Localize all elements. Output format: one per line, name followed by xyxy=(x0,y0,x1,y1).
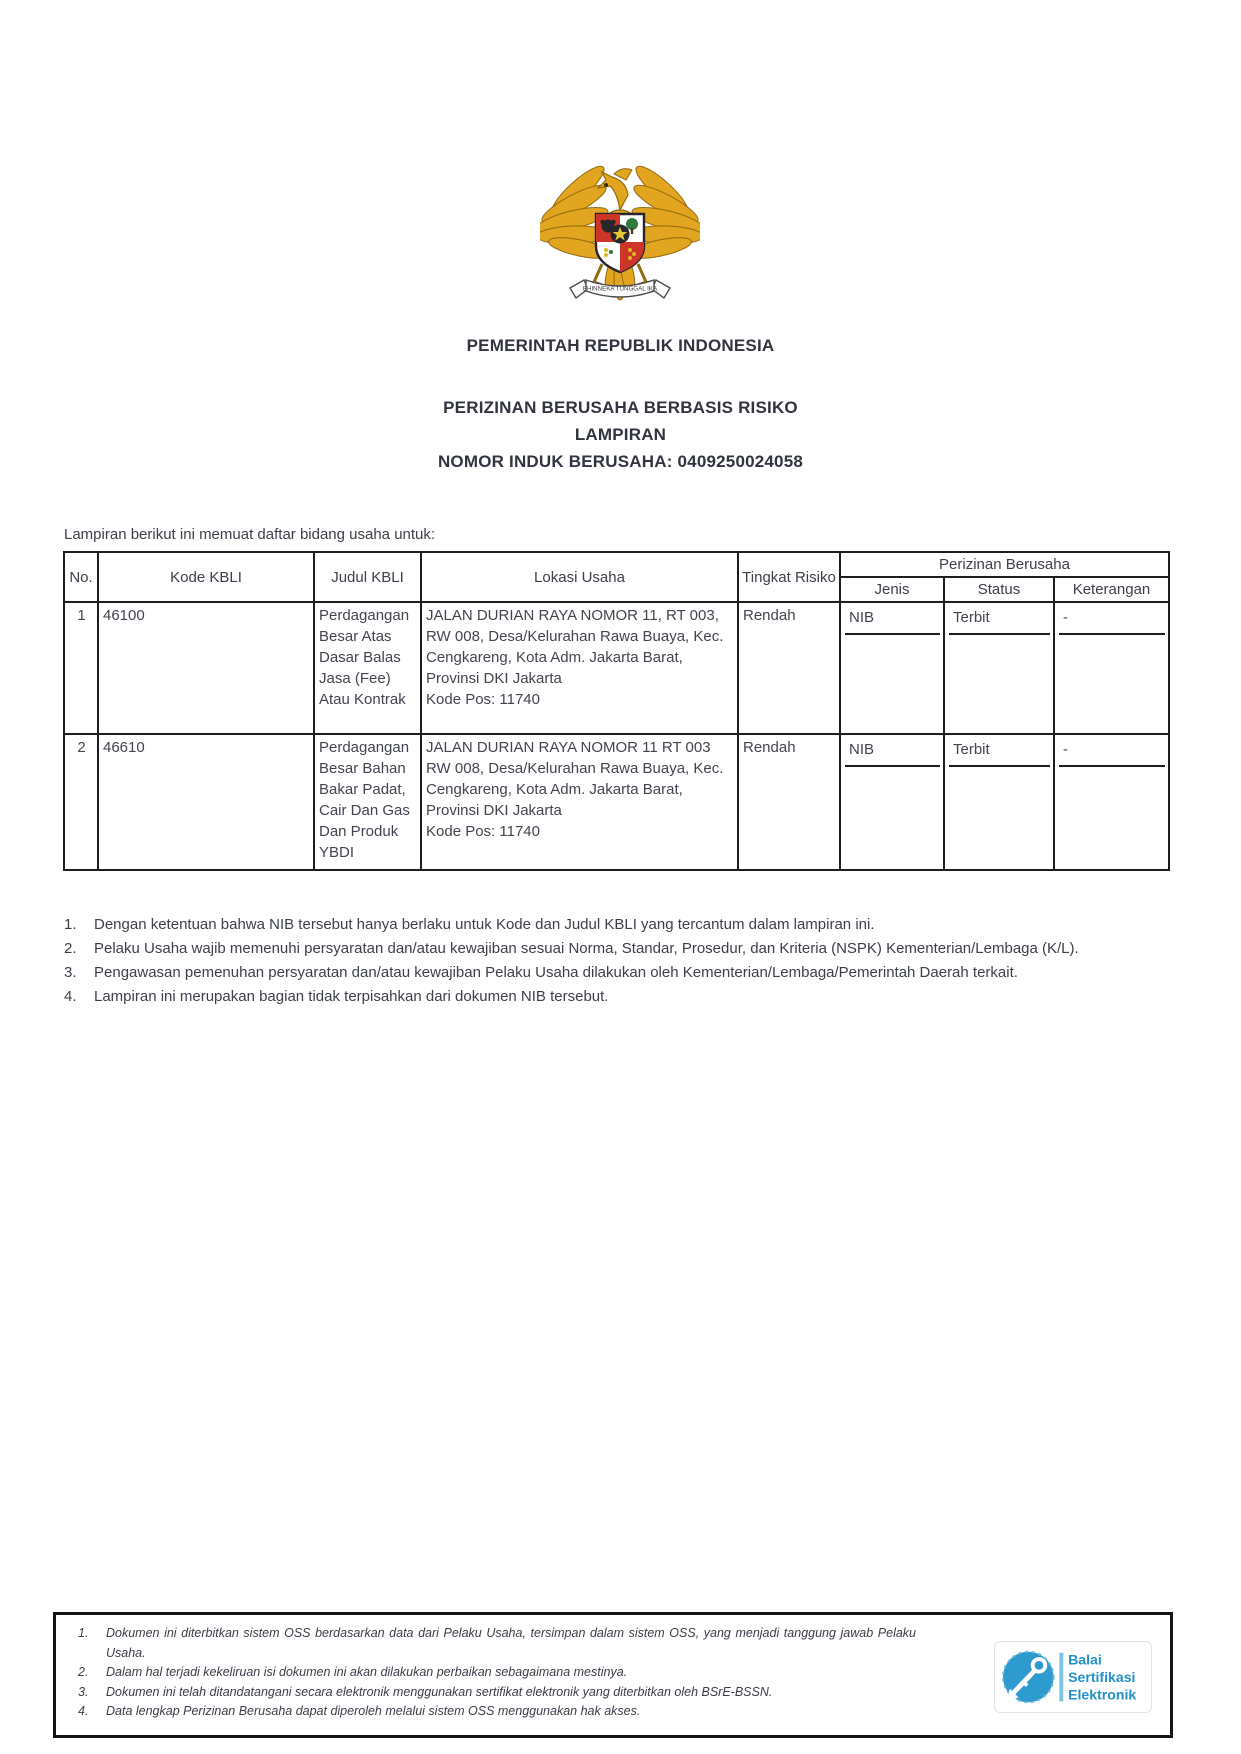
footer-disclaimer-box xyxy=(53,1612,1173,1738)
note-item xyxy=(64,913,1156,937)
footer-note-text: Dalam hal terjadi kekeliruan isi dokumen ini akan dilakukan perbaikan sebagaimana mestinya. xyxy=(106,1665,628,1679)
footer-note-item xyxy=(78,1702,916,1722)
note-item xyxy=(64,985,1156,1009)
cell-judul-kbli: Perdagangan Besar Bahan Bakar Padat, Cair Dan Gas Dan Produk YBDI xyxy=(314,734,421,870)
cell-lokasi-usaha xyxy=(421,734,738,870)
lokasi-address: JALAN DURIAN RAYA NOMOR 11 RT 003 RW 008, Desa/Kelurahan Rawa Buaya, Kec. Cengkareng, Kota Adm. Jakarta Barat, Provinsi DKI Jakarta xyxy=(426,739,724,819)
note-item xyxy=(64,937,1156,961)
note-number: 3. xyxy=(64,964,77,981)
cell-no: 2 xyxy=(64,734,98,870)
col-header-no: No. xyxy=(64,552,98,602)
footer-note-number: 3. xyxy=(78,1684,89,1699)
col-header-status: Status xyxy=(944,577,1054,602)
cell-kode-kbli: 46100 xyxy=(98,602,314,734)
footer-note-text: Dokumen ini telah ditandatangani secara elektronik menggunakan sertifikat elektronik yang diterbitkan oleh BSrE-BSSN. xyxy=(106,1684,773,1699)
lokasi-kode-pos: Kode Pos: 11740 xyxy=(426,823,540,840)
cell-status: Terbit xyxy=(944,602,1054,734)
lokasi-kode-pos: Kode Pos: 11740 xyxy=(426,691,540,708)
garuda-icon xyxy=(540,138,700,313)
footer-note-number: 1. xyxy=(78,1626,89,1640)
col-header-judul-kbli: Judul KBLI xyxy=(314,552,421,602)
cell-jenis: NIB xyxy=(840,602,944,734)
kbli-table xyxy=(63,551,1170,871)
emblem-motto: BHINNEKA TUNGGAL IKA xyxy=(582,285,658,293)
cell-tingkat-risiko: Rendah xyxy=(738,734,840,870)
cell-judul-kbli: Perdagangan Besar Atas Dasar Balas Jasa (Fee) Atau Kontrak xyxy=(314,602,421,734)
cell-status: Terbit xyxy=(944,734,1054,870)
bsre-logo-line3: Elektronik xyxy=(1068,1686,1137,1703)
note-number: 2. xyxy=(64,940,77,957)
footer-notes-list xyxy=(78,1624,916,1722)
government-title: PEMERINTAH REPUBLIK INDONESIA xyxy=(466,336,775,355)
col-header-tingkat-risiko: Tingkat Risiko xyxy=(738,552,840,602)
footer-note-item xyxy=(78,1663,916,1683)
bsre-logo-line1: Balai xyxy=(1068,1651,1102,1668)
lokasi-address: JALAN DURIAN RAYA NOMOR 11, RT 003, RW 008, Desa/Kelurahan Rawa Buaya, Kec. Cengkareng, Kota Adm. Jakarta Barat, Provinsi DKI Jakarta xyxy=(426,607,724,687)
cell-kode-kbli: 46610 xyxy=(98,734,314,870)
footer-note-text: Data lengkap Perizinan Berusaha dapat diperoleh melalui sistem OSS menggunakan hak akses. xyxy=(106,1704,641,1718)
note-number: 1. xyxy=(64,916,77,933)
nib-number-line: NOMOR INDUK BERUSAHA: 0409250024058 xyxy=(437,452,804,471)
col-header-lokasi-usaha: Lokasi Usaha xyxy=(421,552,738,602)
note-text: Lampiran ini merupakan bagian tidak terpisahkan dari dokumen NIB tersebut. xyxy=(94,988,609,1005)
col-header-perizinan-berusaha: Perizinan Berusaha xyxy=(840,552,1169,577)
note-item xyxy=(64,961,1156,985)
cell-tingkat-risiko: Rendah xyxy=(738,602,840,734)
cell-lokasi-usaha xyxy=(421,602,738,734)
note-text: Dengan ketentuan bahwa NIB tersebut hanya berlaku untuk Kode dan Judul KBLI yang tercantum dalam lampiran ini. xyxy=(94,916,875,933)
table-row xyxy=(64,734,1169,870)
note-number: 4. xyxy=(64,988,77,1005)
col-header-kode-kbli: Kode KBLI xyxy=(98,552,314,602)
cell-jenis: NIB xyxy=(840,734,944,870)
footer-note-number: 4. xyxy=(78,1704,89,1718)
intro-text: Lampiran berikut ini memuat daftar bidang usaha untuk: xyxy=(64,526,436,543)
col-header-keterangan: Keterangan xyxy=(1054,577,1169,602)
doc-subtitle: LAMPIRAN xyxy=(574,425,667,444)
notes-list xyxy=(64,913,1156,1009)
footer-note-item xyxy=(78,1683,916,1703)
cell-keterangan: - xyxy=(1054,734,1169,870)
garuda-pancasila-emblem xyxy=(540,138,700,313)
bsre-logo xyxy=(994,1641,1152,1713)
kbli-table-container xyxy=(63,551,1170,871)
cell-no: 1 xyxy=(64,602,98,734)
footer-note-item xyxy=(78,1624,916,1663)
bsre-logo-line2: Sertifikasi xyxy=(1068,1668,1136,1685)
table-row xyxy=(64,602,1169,734)
col-header-jenis: Jenis xyxy=(840,577,944,602)
doc-title: PERIZINAN BERUSAHA BERBASIS RISIKO xyxy=(443,398,798,417)
note-text: Pelaku Usaha wajib memenuhi persyaratan dan/atau kewajiban sesuai Norma, Standar, Prosedur, dan Kriteria (NSPK) Kementerian/Lembaga (K/L). xyxy=(94,940,1079,957)
cell-keterangan: - xyxy=(1054,602,1169,734)
footer-note-text: Dokumen ini diterbitkan sistem OSS berdasarkan data dari Pelaku Usaha, tersimpan dalam sistem OSS, yang menjadi tanggung jawab Pelaku Usaha. xyxy=(106,1626,916,1660)
note-text: Pengawasan pemenuhan persyaratan dan/atau kewajiban Pelaku Usaha dilakukan oleh Kementerian/Lembaga/Pemerintah Daerah terkait. xyxy=(94,964,1018,981)
bsre-key-icon xyxy=(995,1642,1151,1712)
document-title-block xyxy=(0,394,1241,475)
footer-note-number: 2. xyxy=(78,1665,89,1679)
